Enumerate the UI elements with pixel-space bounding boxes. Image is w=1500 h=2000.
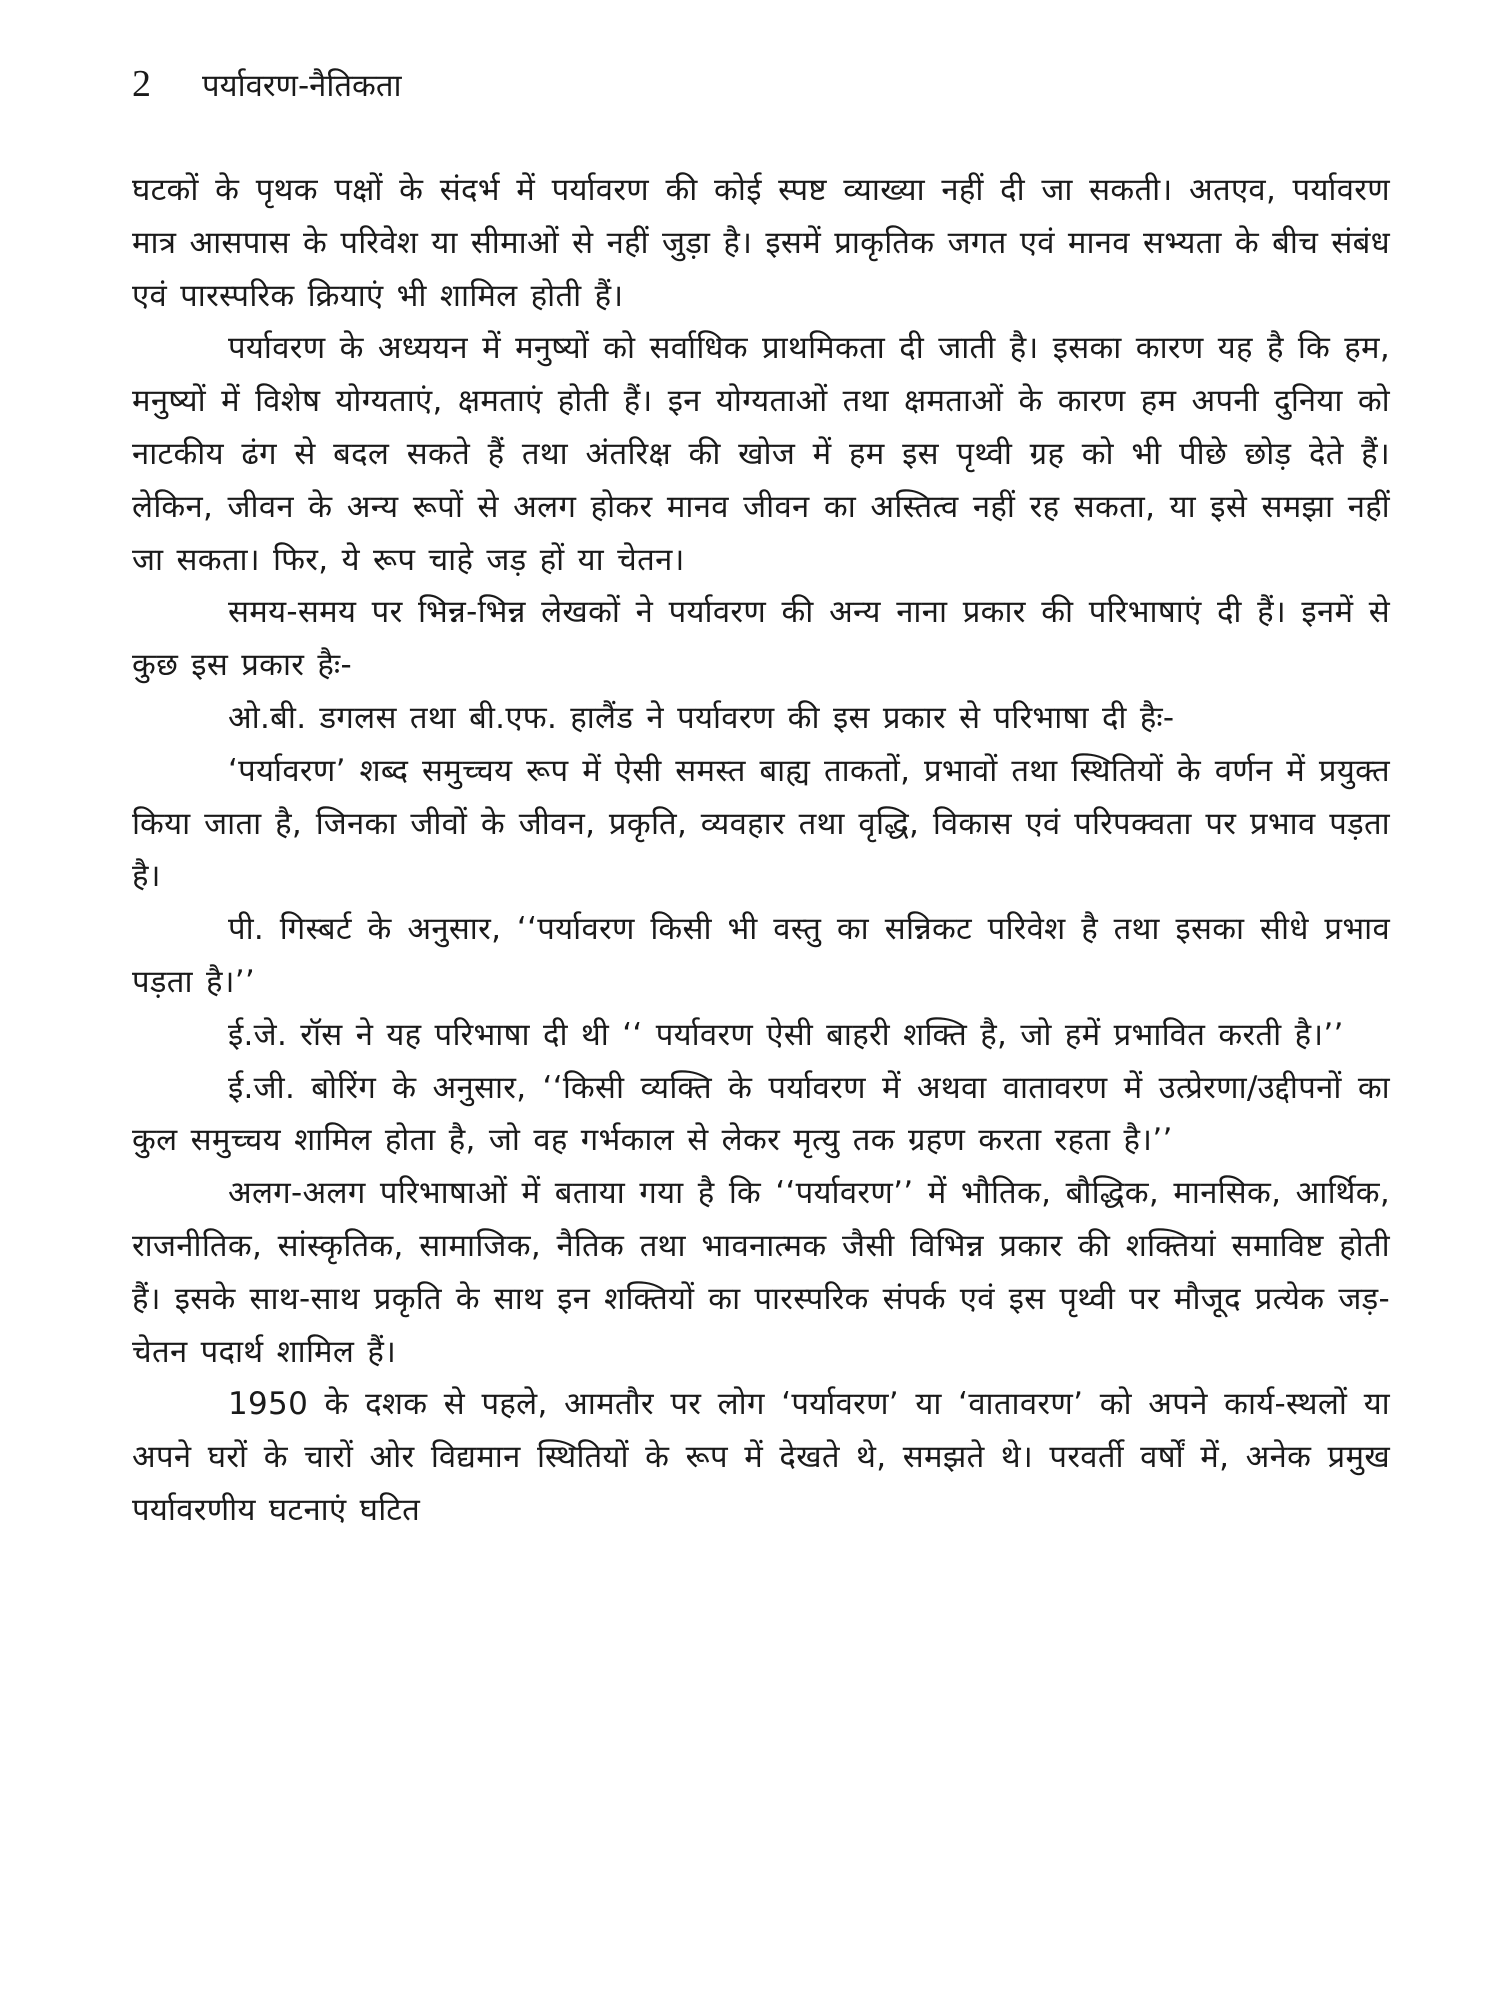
paragraph-douglas-holland: ओ.बी. डगलस तथा बी.एफ. हालैंड ने पर्यावरण की इस प्रकार से परिभाषा दी हैः- bbox=[228, 699, 1175, 736]
paragraph-boring: ई.जी. बोरिंग के अनुसार, ‘‘किसी व्यक्ति के पर्यावरण में अथवा वातावरण में उत्प्रेरणा/उद्दीपनों का कुल समुच्चय शामिल होता है, जो वह गर्भकाल से लेकर मृत्यु तक ग्रहण करता रहता है।’’ bbox=[132, 1069, 1390, 1159]
running-title: पर्यावरण-नैतिकता bbox=[202, 68, 402, 104]
paragraph-definitions-intro: समय-समय पर भिन्न-भिन्न लेखकों ने पर्यावरण की अन्य नाना प्रकार की परिभाषाएं दी हैं। इनमें से कुछ इस प्रकार हैः- bbox=[132, 594, 1390, 684]
paragraph-environment-definition: ‘पर्यावरण’ शब्द समुच्चय रूप में ऐसी समस्त बाह्य ताकतों, प्रभावों तथा स्थितियों के वर्णन में प्रयुक्त किया जाता है, जिनका जीवों के जीवन, प्रकृति, व्यवहार तथा वृद्धि, विकास एवं परिपक्वता पर प्रभाव पड़ता है। bbox=[132, 752, 1390, 895]
paragraph-ross: ई.जे. रॉस ने यह परिभाषा दी थी ‘‘ पर्यावरण ऐसी बाहरी शक्ति है, जो हमें प्रभावित करती है।’’ bbox=[228, 1016, 1344, 1053]
paragraph-forces: अलग-अलग परिभाषाओं में बताया गया है कि ‘‘पर्यावरण’’ में भौतिक, बौद्धिक, मानसिक, आर्थिक, राजनीतिक, सांस्कृतिक, सामाजिक, नैतिक तथा भावनात्मक जैसी विभिन्न प्रकार की शक्तियां समाविष्ट होती हैं। इसके साथ-साथ प्रकृति के साथ इन शक्तियों का पारस्परिक संपर्क एवं इस पृथ्वी पर मौजूद प्रत्येक जड़-चेतन पदार्थ शामिल हैं। bbox=[132, 1175, 1390, 1370]
page-number: 2 bbox=[132, 63, 151, 105]
body-text bbox=[132, 164, 1390, 1537]
paragraph-continued: घटकों के पृथक पक्षों के संदर्भ में पर्यावरण की कोई स्पष्ट व्याख्या नहीं दी जा सकती। अतएव, पर्यावरण मात्र आसपास के परिवेश या सीमाओं से नहीं जुड़ा है। इसमें प्राकृतिक जगत एवं मानव सभ्यता के बीच संबंध एवं पारस्परिक क्रियाएं भी शामिल होती हैं। bbox=[132, 172, 1390, 314]
running-head bbox=[132, 62, 1390, 122]
paragraph-gisbert: पी. गिस्बर्ट के अनुसार, ‘‘पर्यावरण किसी भी वस्तु का सन्निकट परिवेश है तथा इसका सीधे प्रभाव पड़ता है।’’ bbox=[132, 911, 1390, 1000]
paragraph-1950s: 1950 के दशक से पहले, आमतौर पर लोग ‘पर्यावरण’ या ‘वातावरण’ को अपने कार्य-स्थलों या अपने घरों के चारों ओर विद्यमान स्थितियों के रूप में देखते थे, समझते थे। परवर्ती वर्षों में, अनेक प्रमुख पर्यावरणीय घटनाएं घटित bbox=[132, 1386, 1390, 1528]
paragraph-human-priority: पर्यावरण के अध्ययन में मनुष्यों को सर्वाधिक प्राथमिकता दी जाती है। इसका कारण यह है कि हम, मनुष्यों में विशेष योग्यताएं, क्षमताएं होती हैं। इन योग्यताओं तथा क्षमताओं के कारण हम अपनी दुनिया को नाटकीय ढंग से बदल सकते हैं तथा अंतरिक्ष की खोज में हम इस पृथ्वी ग्रह को भी पीछे छोड़ देते हैं। लेकिन, जीवन के अन्य रूपों से अलग होकर मानव जीवन का अस्तित्व नहीं रह सकता, या इसे समझा नहीं जा सकता। फिर, ये रूप चाहे जड़ हों या चेतन। bbox=[132, 330, 1390, 578]
